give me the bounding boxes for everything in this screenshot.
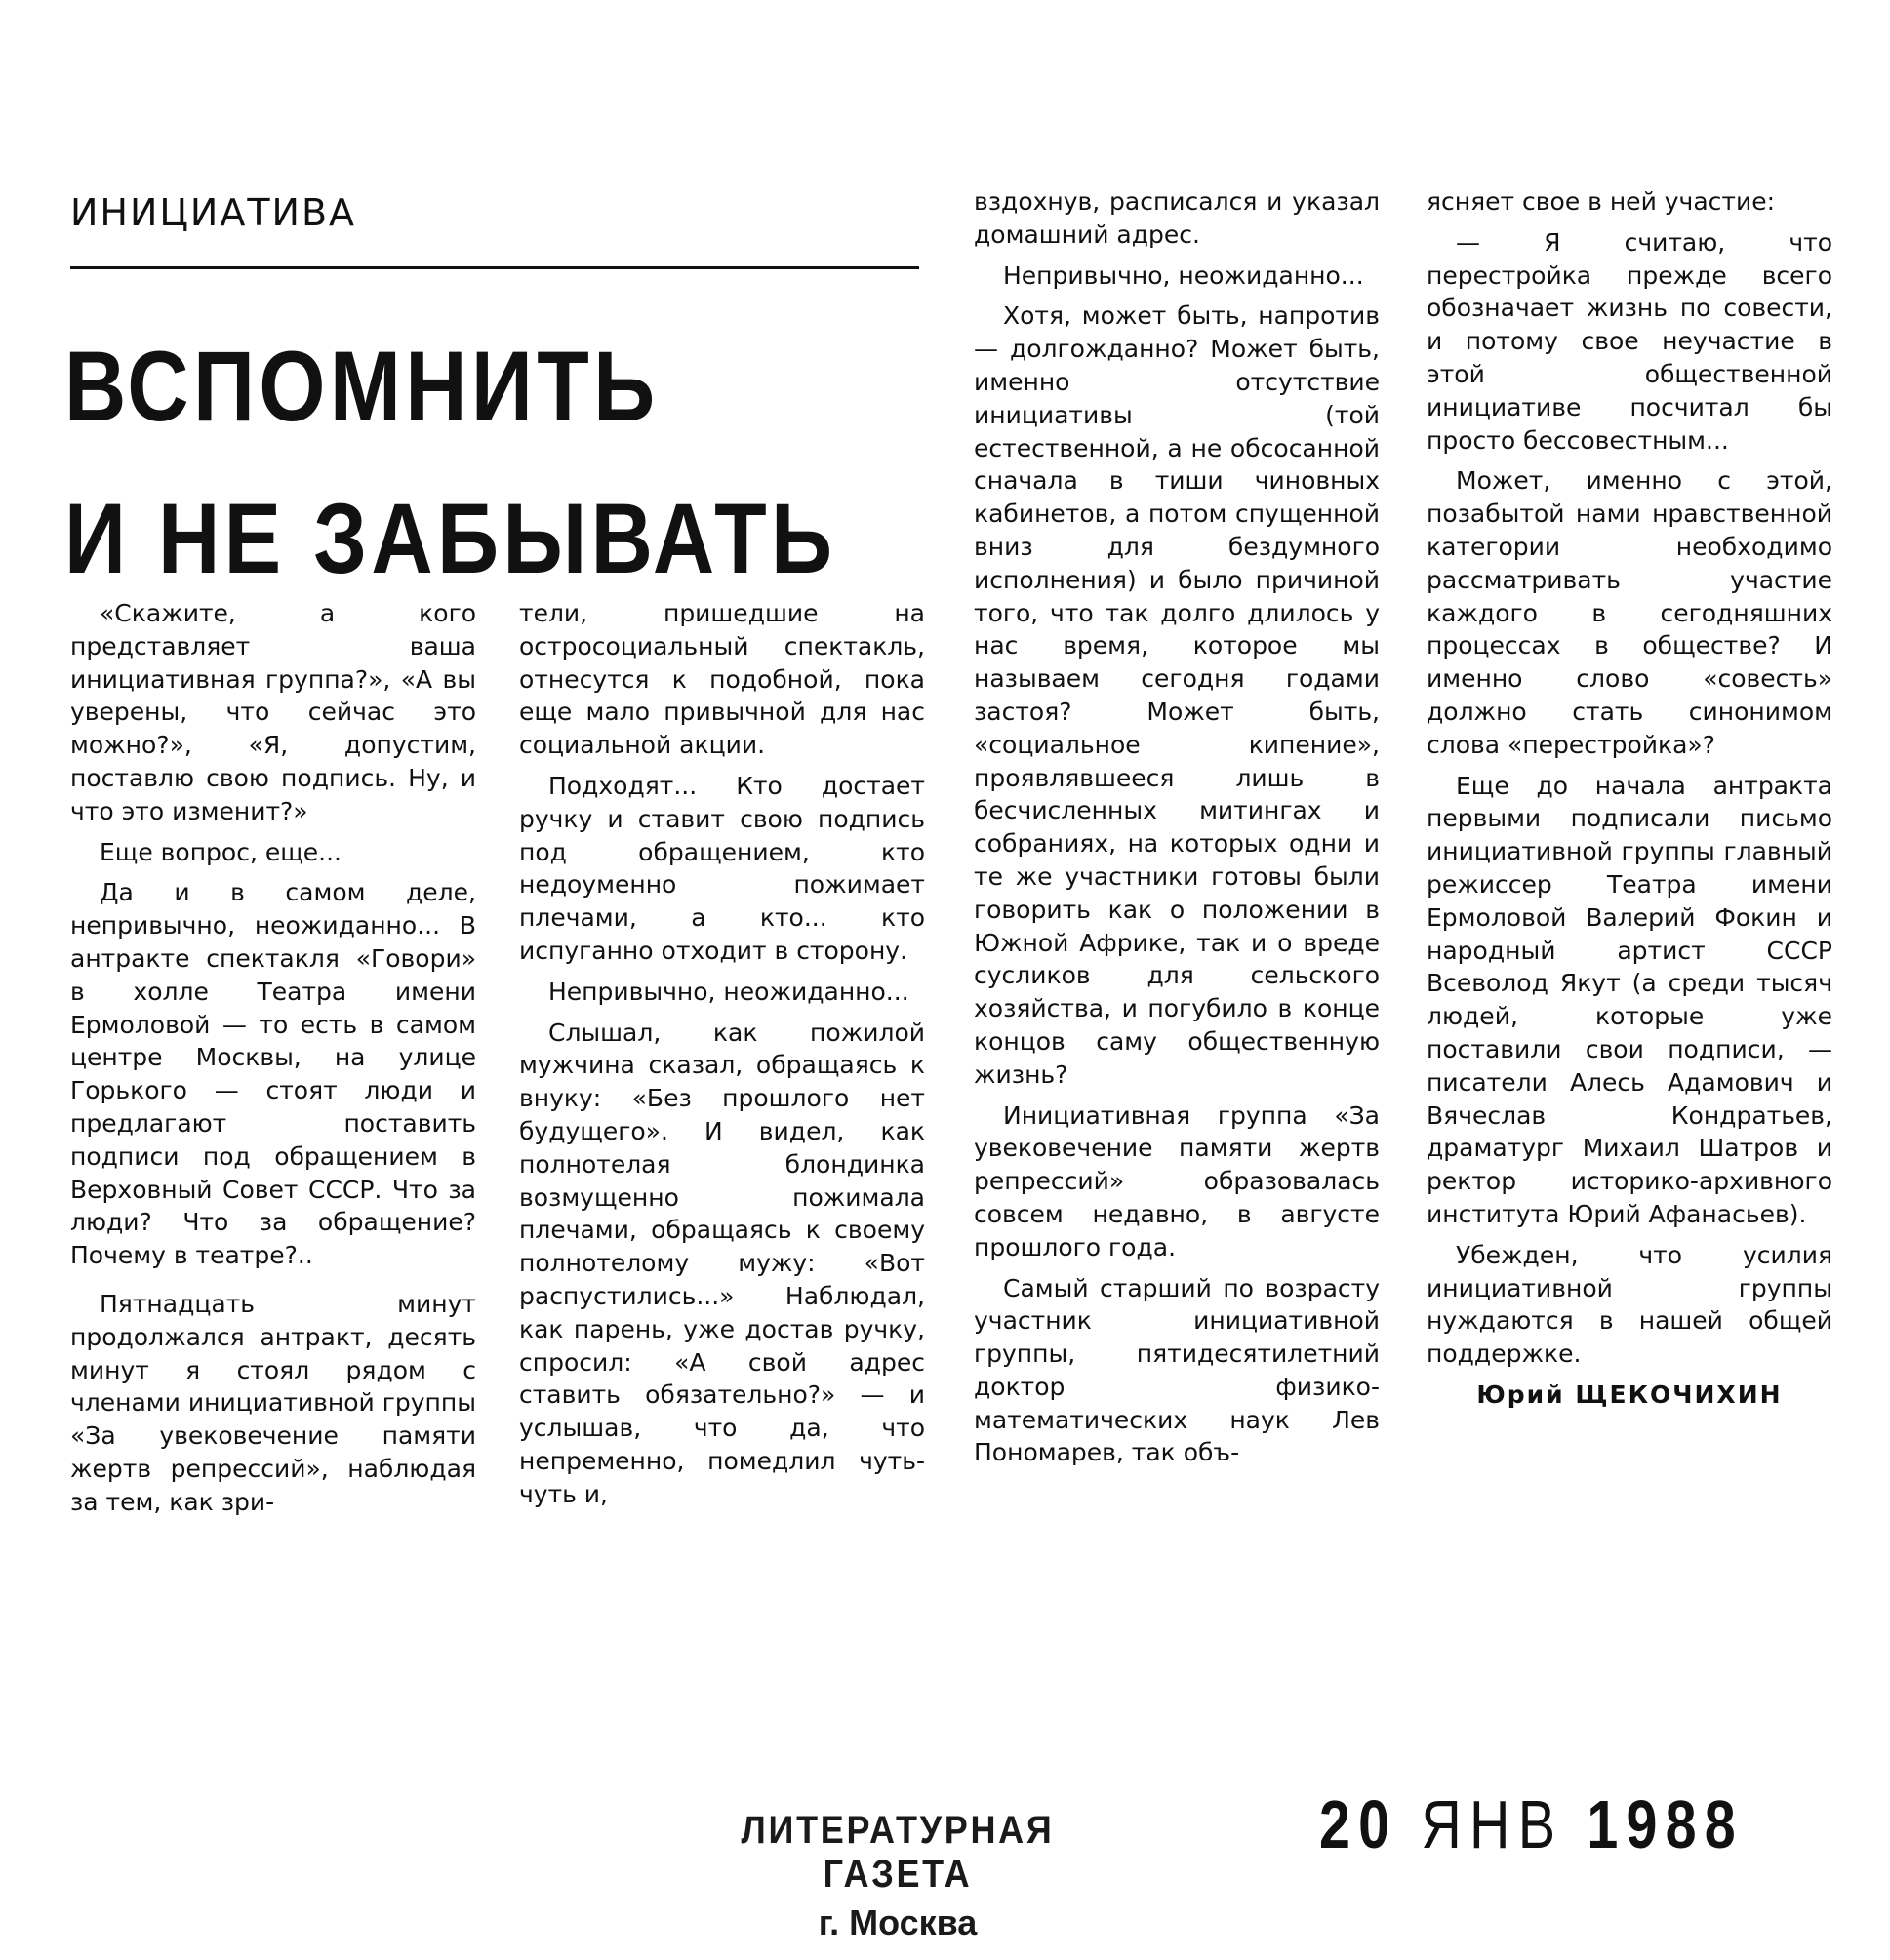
date-month: ЯНВ [1421, 1786, 1564, 1862]
paragraph: Пятнадцать минут продолжался антракт, десять минут я стоял рядом с членами инициативной группы «За увековечение памяти жертв репрессий», наблюдая за тем, как зри- [70, 1289, 476, 1516]
stamp-city: г. Москва [818, 1902, 978, 1942]
date-year: 1988 [1587, 1786, 1744, 1862]
article-column-3 [974, 185, 1380, 1477]
paragraph: Инициативная группа «За увековечение памяти жертв репрессий» образовалась совсем недавно, в августе прошлого года. [974, 1100, 1380, 1261]
byline: Юрий ЩЕКОЧИХИН [1476, 1380, 1783, 1409]
paragraph: Еще вопрос, еще... [100, 837, 342, 866]
paragraph: тели, пришедшие на остросоциальный спектакль, отнесутся к подобной, пока еще мало привычной для нас социальной акции. [519, 599, 925, 760]
paragraph: Может, именно с этой, позабытой нами нравственной категории необходимо рассматривать участие каждого в сегодняшних процессах в обществе? И именно слово «совесть» должно стать синонимом слова «перестройка»? [1427, 466, 1832, 759]
headline [64, 310, 836, 615]
paragraph: ясняет свое в ней участие: [1427, 187, 1776, 216]
paragraph: вздохнув, расписался и указал домашний адрес. [974, 187, 1380, 249]
paragraph: Да и в самом деле, непривычно, неожиданно... В антракте спектакля «Говори» в холле Театра имени Ермоловой — то есть в самом центре Москвы, на улице Горького — стоят люди и предлагают поставить подписи под обращением в Верховный Совет СССР. Что за люди? Что за обращение? Почему в театре?.. [70, 878, 476, 1270]
date-stamp [1319, 1785, 1744, 1863]
paragraph: Убежден, что усилия инициативной группы нуждаются в нашей общей поддержке. [1427, 1240, 1832, 1369]
paragraph: Самый старший по возрасту участник инициативной группы, пятидесятилетний доктор физико-математических наук Лев Пономарев, так объ- [974, 1273, 1380, 1467]
paragraph: — Я считаю, что перестройка прежде всего обозначает жизнь по совести, и потому свое неучастие в этой общественной инициативе посчитал бы просто бессовестным... [1427, 227, 1832, 455]
newspaper-stamp [693, 1809, 1103, 1943]
paragraph: Подходят... Кто достает ручку и ставит свою подпись под обращением, кто недоуменно пожимает плечами, а кто... кто испуганно отходит в сторону. [519, 771, 925, 965]
stamp-paper-name: ЛИТЕРАТУРНАЯ ГАЗЕТА [741, 1809, 1055, 1896]
paragraph: Еще до начала антракта первыми подписали письмо инициативной группы главный режиссер Театра имени Ермоловой Валерий Фокин и народный артист СССР Всеволод Якут (а среди тысяч людей, которые уже поставили свои подписи, — писатели Алесь Адамович и Вячеслав Кондратьев, драматург Михаил Шатров и ректор историко-архивного института Юрий Афанасьев). [1427, 771, 1832, 1228]
paragraph: Хотя, может быть, напротив — долгожданно? Может быть, именно отсутствие инициативы (той естественной, а не обсосанной сначала в тиши чиновных кабинетов, а потом спущенной вниз для бездумного исполнения) и было причиной того, что так долго длилось у нас время, которое мы называем сегодня годами застоя? Может быть, «социальное кипение», проявлявшееся лишь в бесчисленных митингах и собраниях, на которых одни и те же участники готовы были говорить как о положении в Южной Африке, так и о вреде сусликов для сельского хозяйства, и погубило в конце концов саму общественную жизнь? [974, 301, 1380, 1089]
paragraph: Непривычно, неожиданно... [548, 977, 909, 1006]
article-column-4 [1427, 185, 1832, 1420]
date-day: 20 [1319, 1786, 1398, 1862]
paragraph: Слышал, как пожилой мужчина сказал, обращаясь к внуку: «Без прошлого нет будущего». И видел, как полнотелая блондинка возмущенно пожимала плечами, обращаясь к своему полнотелому мужу: «Вот распустились...» Наблюдал, как парень, уже достав ручку, спросил: «А свой адрес ставить обязательно?» — и услышав, что да, что непременно, помедлил чуть-чуть и, [519, 1018, 925, 1508]
article-column-1 [70, 597, 476, 1527]
headline-line-2: И НЕ ЗАБЫВАТЬ [64, 483, 837, 594]
paragraph: Непривычно, неожиданно... [1003, 260, 1364, 290]
rubric: ИНИЦИАТИВА [70, 191, 357, 234]
article-column-2 [519, 597, 925, 1519]
paragraph: «Скажите, а кого представляет ваша инициативная группа?», «А вы уверены, что сейчас это можно?», «Я, допустим, поставлю свою подпись. Ну, и что это изменит?» [70, 599, 476, 825]
headline-line-1: ВСПОМНИТЬ [64, 331, 660, 442]
rubric-rule [70, 266, 919, 269]
